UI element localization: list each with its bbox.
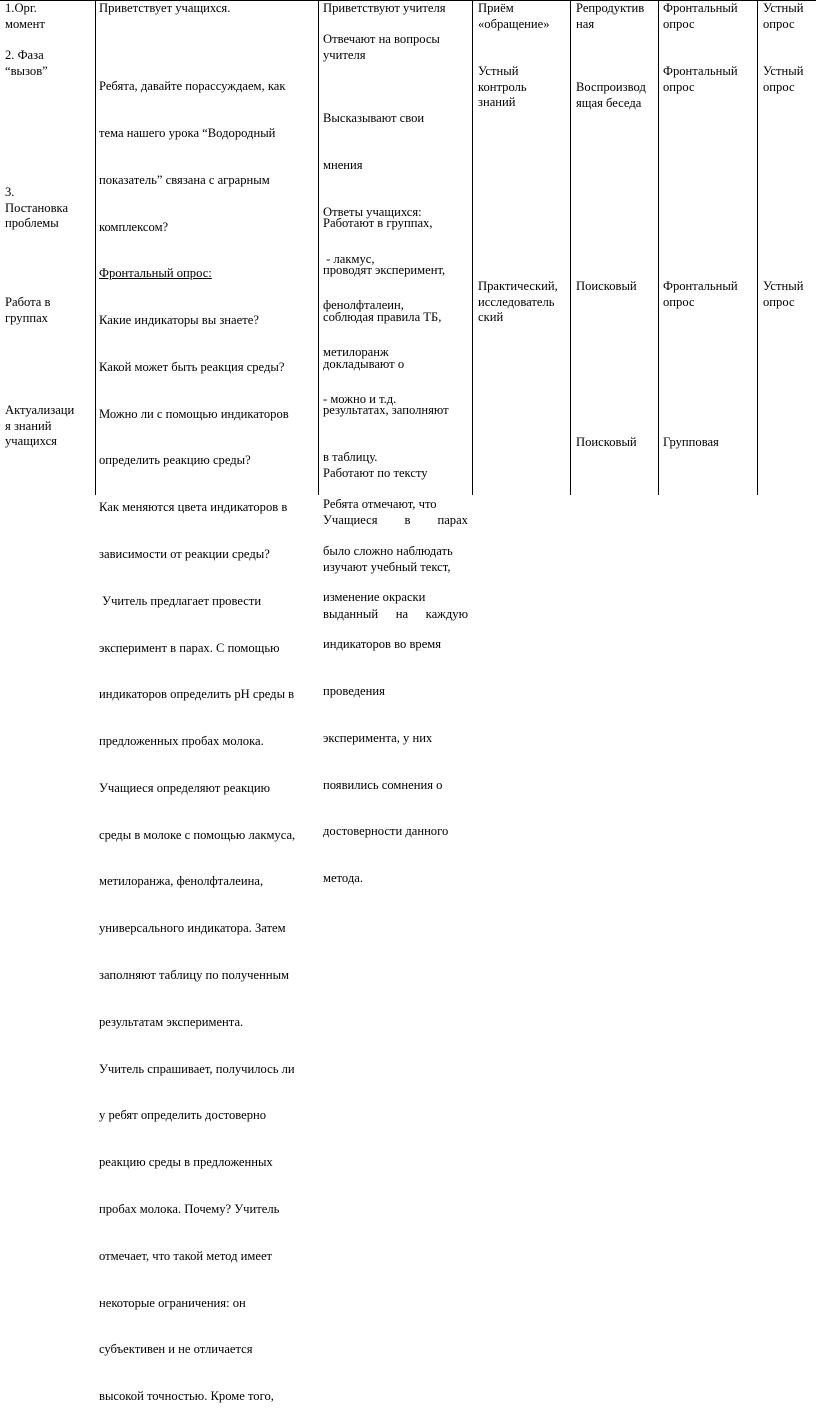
type-reproductive (576, 1, 644, 32)
word: каждую (425, 606, 468, 621)
column-divider (472, 0, 473, 495)
cell-line: зависимости от реакции среды? (99, 547, 270, 561)
cell-line: «обращение» (478, 16, 550, 31)
cell-line: “вызов” (5, 63, 48, 78)
cell-line: Устный (763, 1, 804, 15)
cell-line: Какие индикаторы вы знаете? (99, 313, 259, 328)
justified-line (323, 607, 468, 623)
cell-line: изучают учебный текст, (323, 559, 451, 574)
cell-line: Воспроизвод (576, 80, 646, 94)
cell-line: некоторые ограничения: он (99, 1295, 246, 1310)
stage-org (5, 1, 45, 32)
cell-line: Фронтальный (663, 64, 738, 78)
method-oral-control (478, 64, 527, 111)
students-greeting: Приветствуют учителя (323, 1, 446, 15)
cell-line: Поисковый (576, 435, 637, 449)
cell-line: метода. (323, 871, 363, 886)
cell-line: отмечает, что такой метод имеет (99, 1248, 273, 1263)
cell-line: группах (5, 310, 48, 325)
word: в (404, 512, 411, 527)
cell-line: Устный (763, 279, 804, 293)
cell-line: определить реакцию среды? (99, 453, 251, 468)
cell-line: предложенных пробах молока. (99, 734, 264, 749)
cell-line: - лакмус, (323, 251, 375, 266)
cell-line: контроль (478, 79, 527, 94)
cell-line: Учитель предлагает провести (99, 593, 262, 608)
cell-line: проблемы (5, 216, 59, 231)
cell-line: заполняют таблицу по полученным (99, 968, 290, 983)
cell-line: было сложно наблюдать (323, 543, 453, 558)
column-divider (318, 0, 319, 495)
cell-line: соблюдая правила ТБ, (323, 309, 442, 324)
form-group (663, 435, 719, 451)
cell-line: Как меняются цвета индикаторов в (99, 500, 288, 515)
column-divider (658, 0, 659, 495)
form-frontal (663, 279, 738, 310)
cell-line: универсального индикатора. Затем (99, 921, 286, 936)
form-frontal (663, 1, 738, 32)
cell-line: проводят эксперимент, (323, 262, 446, 277)
cell-line: метилоранж (323, 345, 389, 360)
cell-line: достоверности данного (323, 824, 449, 839)
stage-problem (5, 185, 68, 232)
word: выданный (323, 606, 379, 621)
stage-phase (5, 48, 48, 79)
cell-line: эксперимент в парах. С помощью (99, 640, 280, 655)
cell-line: Репродуктив (576, 1, 645, 15)
cell-line: 1.Орг. (5, 1, 37, 15)
column-divider (95, 0, 96, 495)
cell-line: Фронтальный опрос: (99, 266, 212, 281)
cell-line: учителя (323, 47, 366, 62)
word: парах (437, 512, 468, 527)
cell-line: Учащиеся определяют реакцию (99, 780, 271, 795)
type-conversation (576, 80, 646, 111)
cell-line: опрос (763, 294, 795, 309)
column-divider (757, 0, 758, 495)
cell-line: комплексом? (99, 219, 169, 234)
cell-line: Постановка (5, 200, 69, 215)
cell-line: Устный (478, 64, 519, 78)
cell-line: у ребят определить достоверно (99, 1108, 267, 1123)
cell-line: опрос (763, 79, 795, 94)
cell-line: Фронтальный (663, 1, 738, 15)
cell-line: я знаний (5, 418, 52, 433)
cell-line: Поисковый (576, 279, 637, 293)
cell-line: проведения (323, 684, 385, 698)
cell-line: ящая беседа (576, 95, 642, 110)
cell-line: момент (5, 16, 45, 31)
cell-line: ский (478, 310, 504, 325)
cell-line: опрос (663, 16, 695, 31)
cell-line: изменение окраски (323, 590, 426, 605)
method-practical (478, 279, 558, 326)
justified-line (323, 513, 468, 529)
cell-line: ная (576, 16, 595, 31)
teacher-activity (99, 48, 295, 1420)
cell-line: Устный (763, 64, 804, 78)
cell-line: показатель” связана с аграрным (99, 172, 270, 187)
cell-line: учащихся (5, 434, 57, 449)
cell-line: среды в молоке с помощью лакмуса, (99, 827, 296, 842)
column-divider (570, 0, 571, 495)
cell-line: знаний (478, 95, 516, 110)
cell-line: Работают в группах, (323, 216, 433, 231)
cell-line: метилоранжа, фенолфталеина, (99, 874, 264, 889)
cell-line: эксперимента, у них (323, 730, 433, 745)
cell-line: мнения (323, 157, 363, 172)
cell-line: Высказывают свои (323, 111, 425, 126)
cell-line: субъективен и не отличается (99, 1342, 253, 1357)
cell-line: Можно ли с помощью индикаторов (99, 406, 289, 421)
cell-line: Работа в (5, 295, 51, 309)
cell-line: результатам эксперимента. (99, 1014, 244, 1029)
cell-line: 3. (5, 185, 15, 199)
cell-line: Ответы учащихся: (323, 204, 422, 219)
cell-line: Работают по тексту (323, 466, 428, 481)
cell-line: докладывают о (323, 356, 405, 371)
stage-groups (5, 295, 50, 326)
cell-line: Учитель спрашивает, получилось ли (99, 1061, 295, 1076)
cell-line: опрос (663, 79, 695, 94)
cell-line: опрос (663, 294, 695, 309)
method-reception (478, 1, 550, 32)
control-oral (763, 64, 803, 95)
cell-line: Приём (478, 1, 514, 15)
cell-line: исследователь (478, 294, 555, 309)
control-oral (763, 1, 803, 32)
cell-line: опрос (763, 16, 795, 31)
word: Учащиеся (323, 512, 378, 527)
teacher-greeting: Приветствует учащихся. (99, 1, 231, 15)
cell-line: в таблицу. (323, 450, 378, 465)
cell-line: индикаторов во время (323, 637, 442, 652)
cell-line: Практический, (478, 279, 558, 293)
cell-line: Отвечают на вопросы (323, 32, 440, 46)
cell-line: Ребята, давайте порассуждаем, как (99, 79, 286, 94)
cell-line: фенолфталеин, (323, 298, 404, 313)
cell-line: результатах, заполняют (323, 403, 449, 418)
cell-line: индикаторов определить pH среды в (99, 687, 295, 702)
cell-line: реакцию среды в предложенных (99, 1155, 273, 1170)
cell-line: 2. Фаза (5, 48, 44, 62)
cell-line: Групповая (663, 435, 719, 449)
control-oral (763, 279, 803, 310)
form-frontal (663, 64, 738, 95)
type-search (576, 279, 637, 295)
cell-line: высокой точностью. Кроме того, (99, 1389, 274, 1404)
word: на (395, 606, 409, 621)
cell-line: пробах молока. Почему? Учитель (99, 1201, 280, 1216)
students-answer (323, 32, 440, 63)
cell-line: Ребята отмечают, что (323, 496, 437, 511)
cell-line: Актуализаци (5, 403, 75, 417)
cell-line: - можно и т.д. (323, 391, 397, 406)
students-text-work (323, 435, 468, 638)
cell-line: тема нашего урока “Водородный (99, 125, 276, 140)
stage-actualization (5, 403, 74, 450)
cell-line: появились сомнения о (323, 777, 443, 792)
cell-line: Фронтальный (663, 279, 738, 293)
cell-line: Какой может быть реакция среды? (99, 359, 285, 374)
type-search (576, 435, 637, 451)
